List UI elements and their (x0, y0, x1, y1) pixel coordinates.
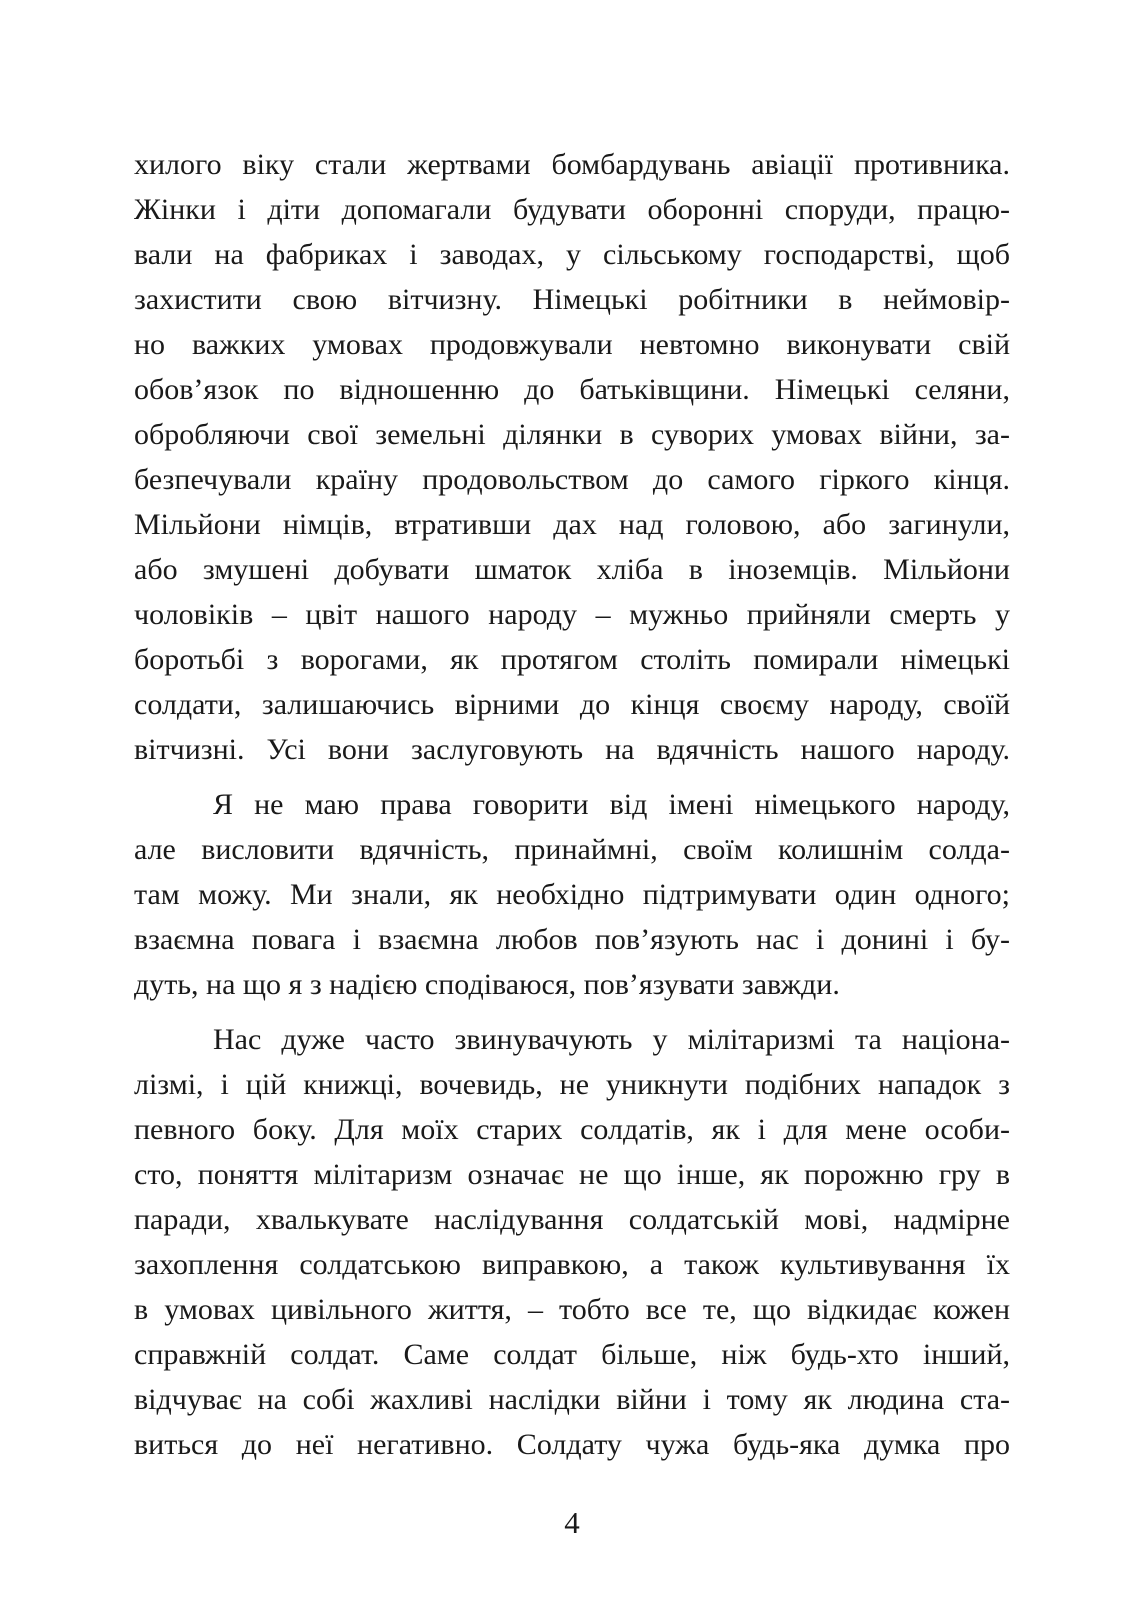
text-line: хилого віку стали жертвами бомбардувань авіації противника. (134, 148, 1010, 181)
text-line: справжній солдат. Саме солдат більше, ніж будь-хто інший, (134, 1338, 1010, 1371)
text-line: виться до неї негативно. Солдату чужа будь-яка думка про (134, 1428, 1010, 1461)
text-line: дуть, на що я з надією сподіваюся, пов’язувати завжди. (134, 968, 840, 1001)
paragraph (134, 1017, 1010, 1467)
text-line: Я не маю права говорити від імені німецького народу, (213, 788, 1010, 821)
text-line: боротьбі з ворогами, як протягом століть помирали німецькі (134, 643, 1010, 676)
page-number: 4 (564, 1505, 580, 1540)
text-line: солдати, залишаючись вірними до кінця своєму народу, своїй (134, 688, 1010, 721)
text-line: Мільйони німців, втративши дах над головою, або загинули, (134, 508, 1010, 541)
text-line: обов’язок по відношенню до батьківщини. Німецькі селяни, (134, 373, 1010, 406)
text-line: безпечували країну продовольством до самого гіркого кінця. (134, 463, 1010, 496)
paragraph (134, 782, 1010, 1007)
text-line: чоловіків – цвіт нашого народу – мужньо прийняли смерть у (134, 598, 1010, 631)
text-line: відчуває на собі жахливі наслідки війни і тому як людина ста- (134, 1383, 1010, 1416)
text-line: обробляючи свої земельні ділянки в суворих умовах війни, за- (134, 418, 1010, 451)
text-line: або змушені добувати шматок хліба в іноземців. Мільйони (134, 553, 1010, 586)
text-line: але висловити вдячність, принаймні, своїм колишнім солда- (134, 833, 1010, 866)
paragraph (134, 142, 1010, 772)
text-line: вітчизні. Усі вони заслуговують на вдячність нашого народу. (134, 733, 1010, 766)
text-line: в умовах цивільного життя, – тобто все те, що відкидає кожен (134, 1293, 1010, 1326)
page-text (134, 142, 1010, 1467)
text-line: вали на фабриках і заводах, у сільському господарстві, щоб (134, 238, 1010, 271)
text-line: но важких умовах продовжували невтомно виконувати свій (134, 328, 1010, 361)
text-line: захистити свою вітчизну. Німецькі робітники в неймовір- (134, 283, 1010, 316)
text-line: захоплення солдатською виправкою, а також культивування їх (134, 1248, 1010, 1281)
text-line: там можу. Ми знали, як необхідно підтримувати один одного; (134, 878, 1010, 911)
text-line: сто, поняття мілітаризм означає не що інше, як порожню гру в (134, 1158, 1010, 1191)
text-line: взаємна повага і взаємна любов пов’язують нас і донині і бу- (134, 923, 1010, 956)
text-line: паради, хвалькувате наслідування солдатській мові, надмірне (134, 1203, 1010, 1236)
text-line: певного боку. Для моїх старих солдатів, як і для мене особи- (134, 1113, 1010, 1146)
text-line: лізмі, і цій книжці, вочевидь, не уникнути подібних нападок з (134, 1068, 1010, 1101)
text-line: Нас дуже часто звинувачують у мілітаризмі та націона- (213, 1023, 1010, 1056)
text-line: Жінки і діти допомагали будувати оборонні споруди, працю- (134, 193, 1010, 226)
